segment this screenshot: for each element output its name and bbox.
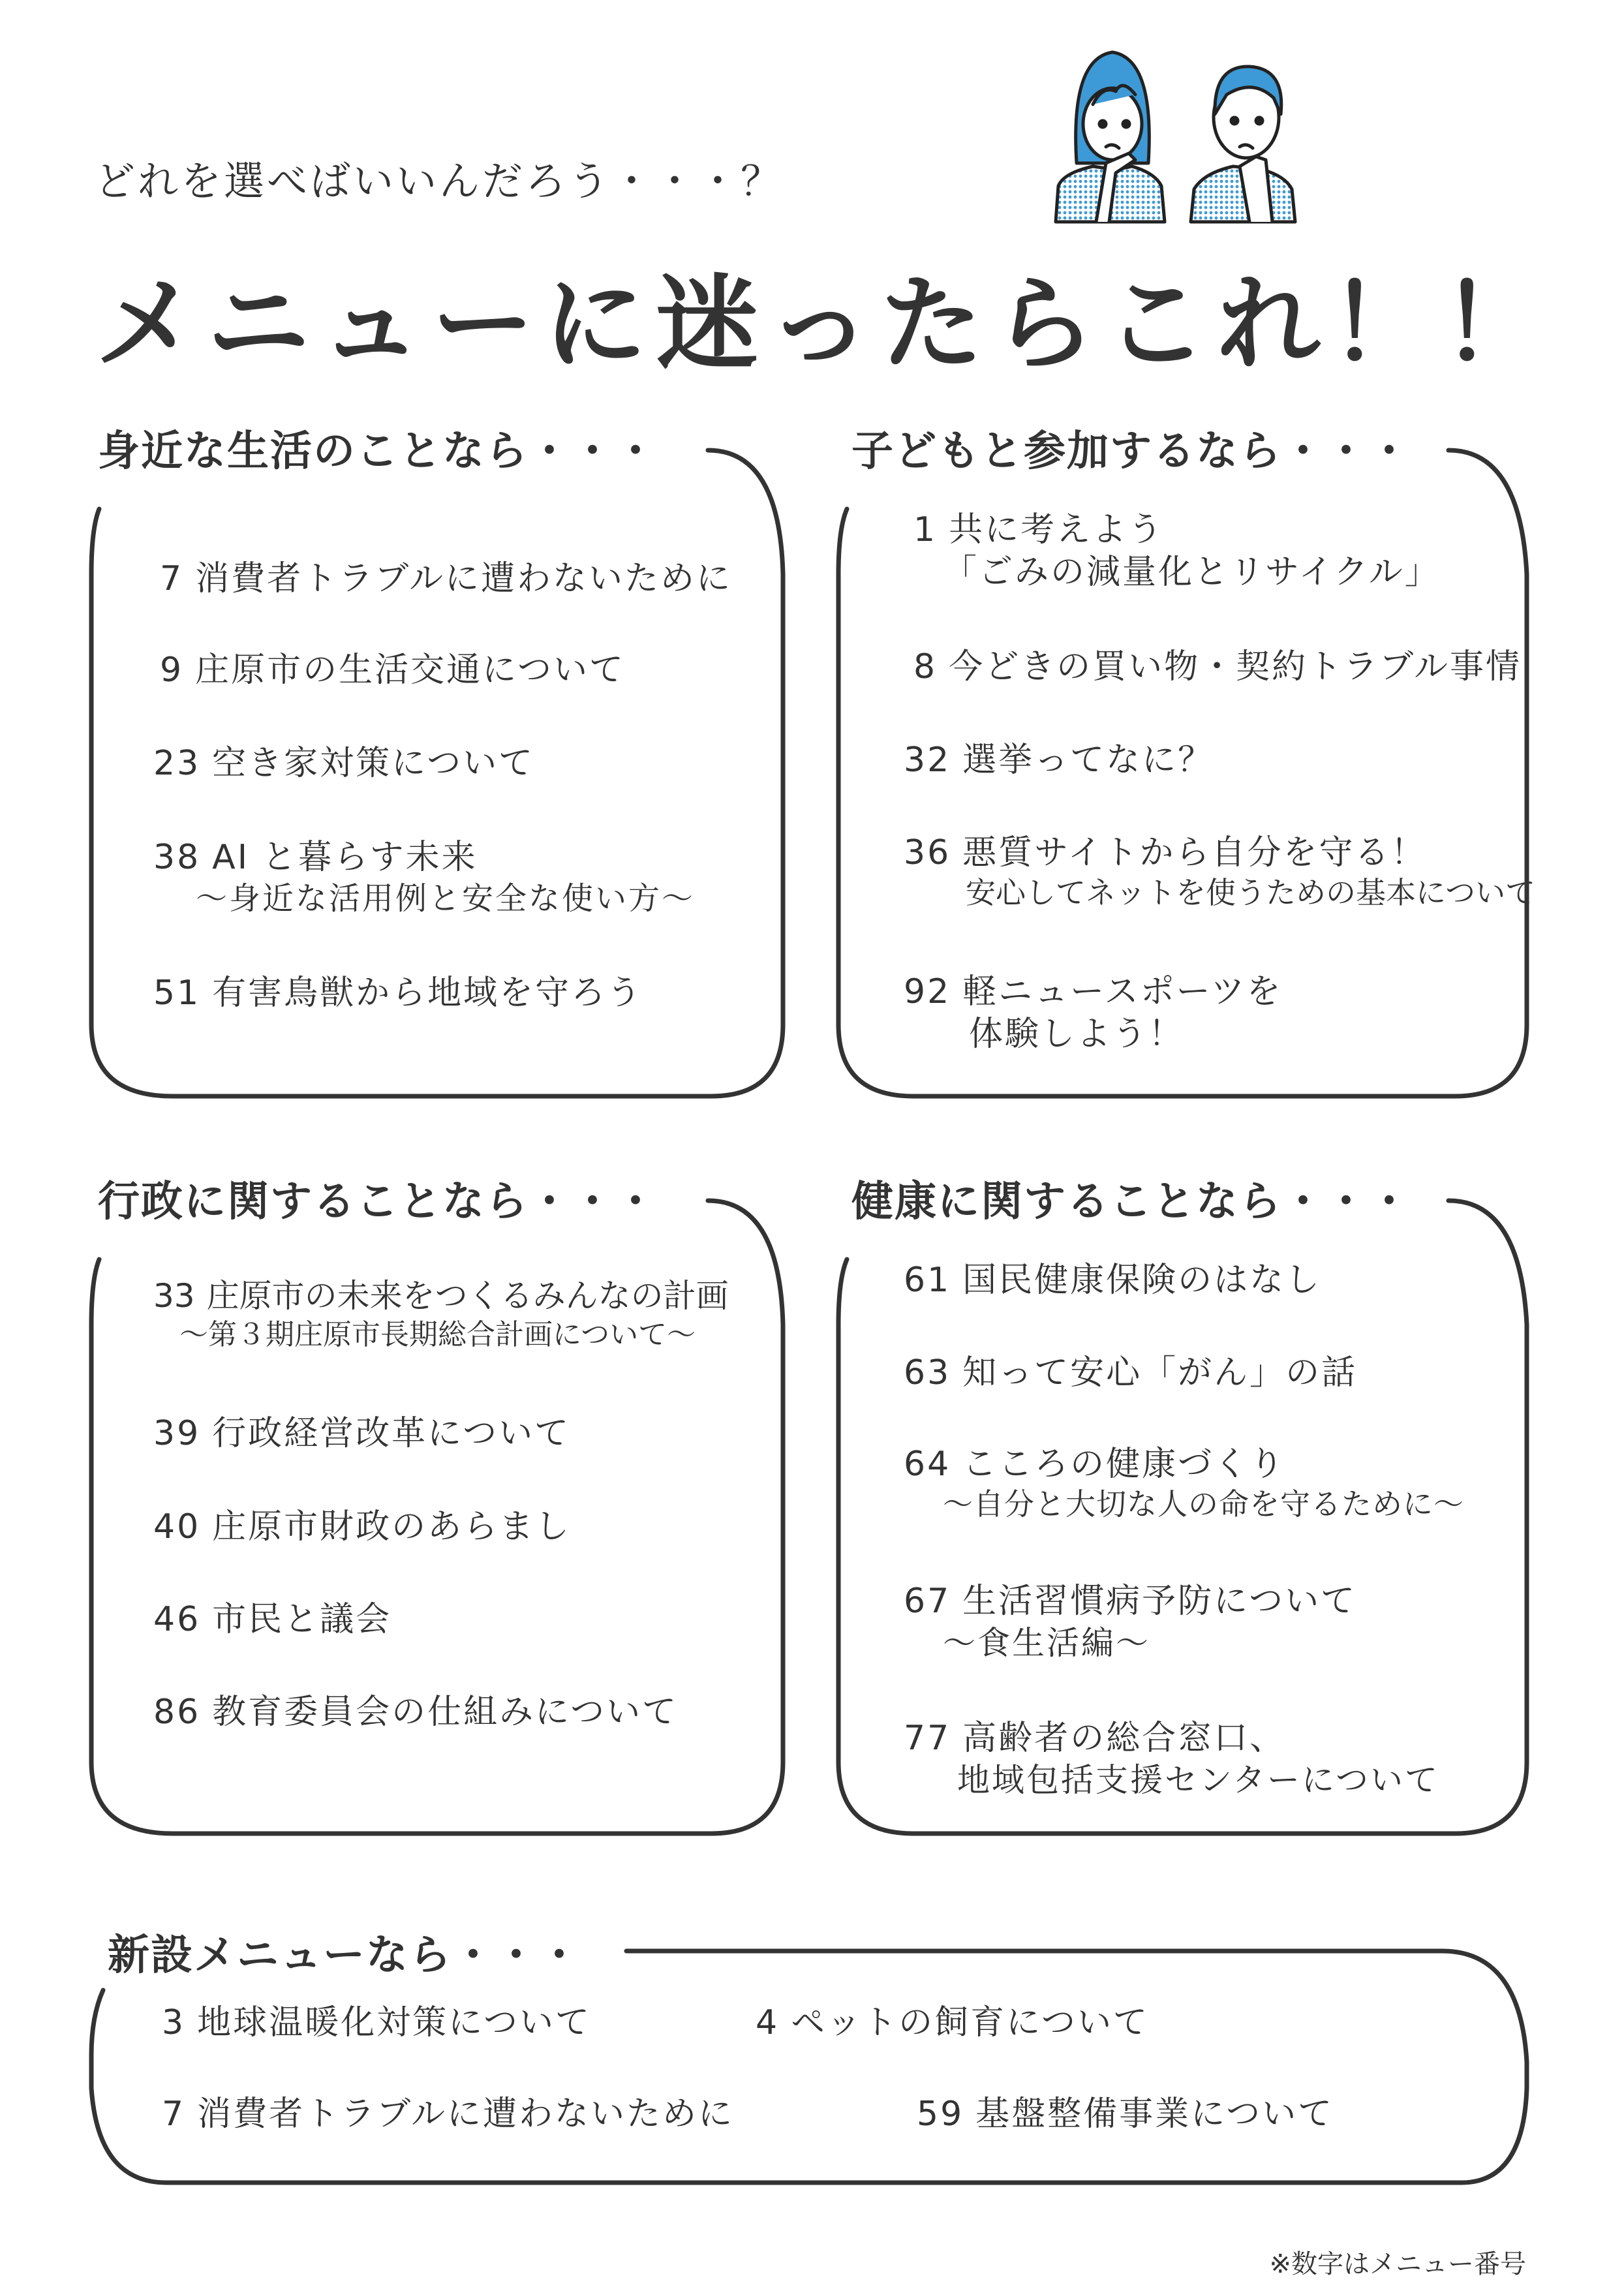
footnote: ※数字はメニュー番号: [1269, 2249, 1526, 2279]
menu-item: 1 共に考えよう 「ごみの減量化とリサイクル」: [913, 510, 1441, 592]
menu-item: 38 AI と暮らす未来 〜身近な活用例と安全な使い方〜: [153, 838, 696, 917]
menu-item: 3 地球温暖化対策について: [162, 2003, 592, 2042]
menu-item: 59 基盤整備事業について: [917, 2095, 1334, 2134]
section-heading-with-children: 子どもと参加するなら・・・: [851, 418, 1419, 478]
menu-item: 63 知って安心「がん」の話: [904, 1353, 1358, 1392]
subtitle: どれを選べばいいんだろう・・・？: [95, 157, 784, 205]
menu-item: 23 空き家対策について: [153, 744, 535, 783]
section-heading-administration: 行政に関することなら・・・: [98, 1168, 666, 1228]
menu-item: 7 消費者トラブルに遭わないために: [160, 559, 733, 598]
menu-item: 77 高齢者の総合窓口、 地域包括支援センターについて: [904, 1719, 1439, 1799]
menu-item: 86 教育委員会の仕組みについて: [153, 1693, 679, 1732]
menu-item: 61 国民健康保険のはなし: [904, 1261, 1322, 1300]
menu-item: 32 選挙ってなに？: [904, 741, 1214, 780]
menu-item: 64 こころの健康づくり 〜自分と大切な人の命を守るために〜: [904, 1445, 1464, 1522]
menu-item: 9 庄原市の生活交通について: [160, 651, 626, 690]
section-heading-health: 健康に関することなら・・・: [851, 1168, 1419, 1228]
menu-item: 7 消費者トラブルに遭わないために: [162, 2095, 735, 2134]
menu-item: 8 今どきの買い物・契約トラブル事情: [913, 647, 1522, 686]
menu-item: 46 市民と議会: [153, 1600, 392, 1639]
menu-item: 39 行政経営改革について: [153, 1414, 571, 1453]
menu-item: 40 庄原市財政のあらまし: [153, 1507, 572, 1546]
section-heading-new-menu: 新設メニューなら・・・: [108, 1922, 589, 1982]
section-heading-daily-life: 身近な生活のことなら・・・: [98, 418, 666, 478]
menu-item: 4 ペットの飼育について: [756, 2003, 1150, 2042]
menu-item: 33 庄原市の未来をつくるみんなの計画 〜第３期庄原市長期総合計画について〜: [153, 1277, 729, 1351]
page-title: メニューに迷ったらこれ！！: [95, 264, 1554, 384]
menu-item: 92 軽ニュースポーツを 体験しよう！: [904, 972, 1283, 1054]
menu-item: 36 悪質サイトから自分を守る！ 安心してネットを使うための基本について: [904, 833, 1536, 910]
menu-item: 51 有害鳥獣から地域を守ろう: [153, 974, 643, 1013]
menu-item: 67 生活習慣病予防について 〜食生活編〜: [904, 1582, 1357, 1662]
